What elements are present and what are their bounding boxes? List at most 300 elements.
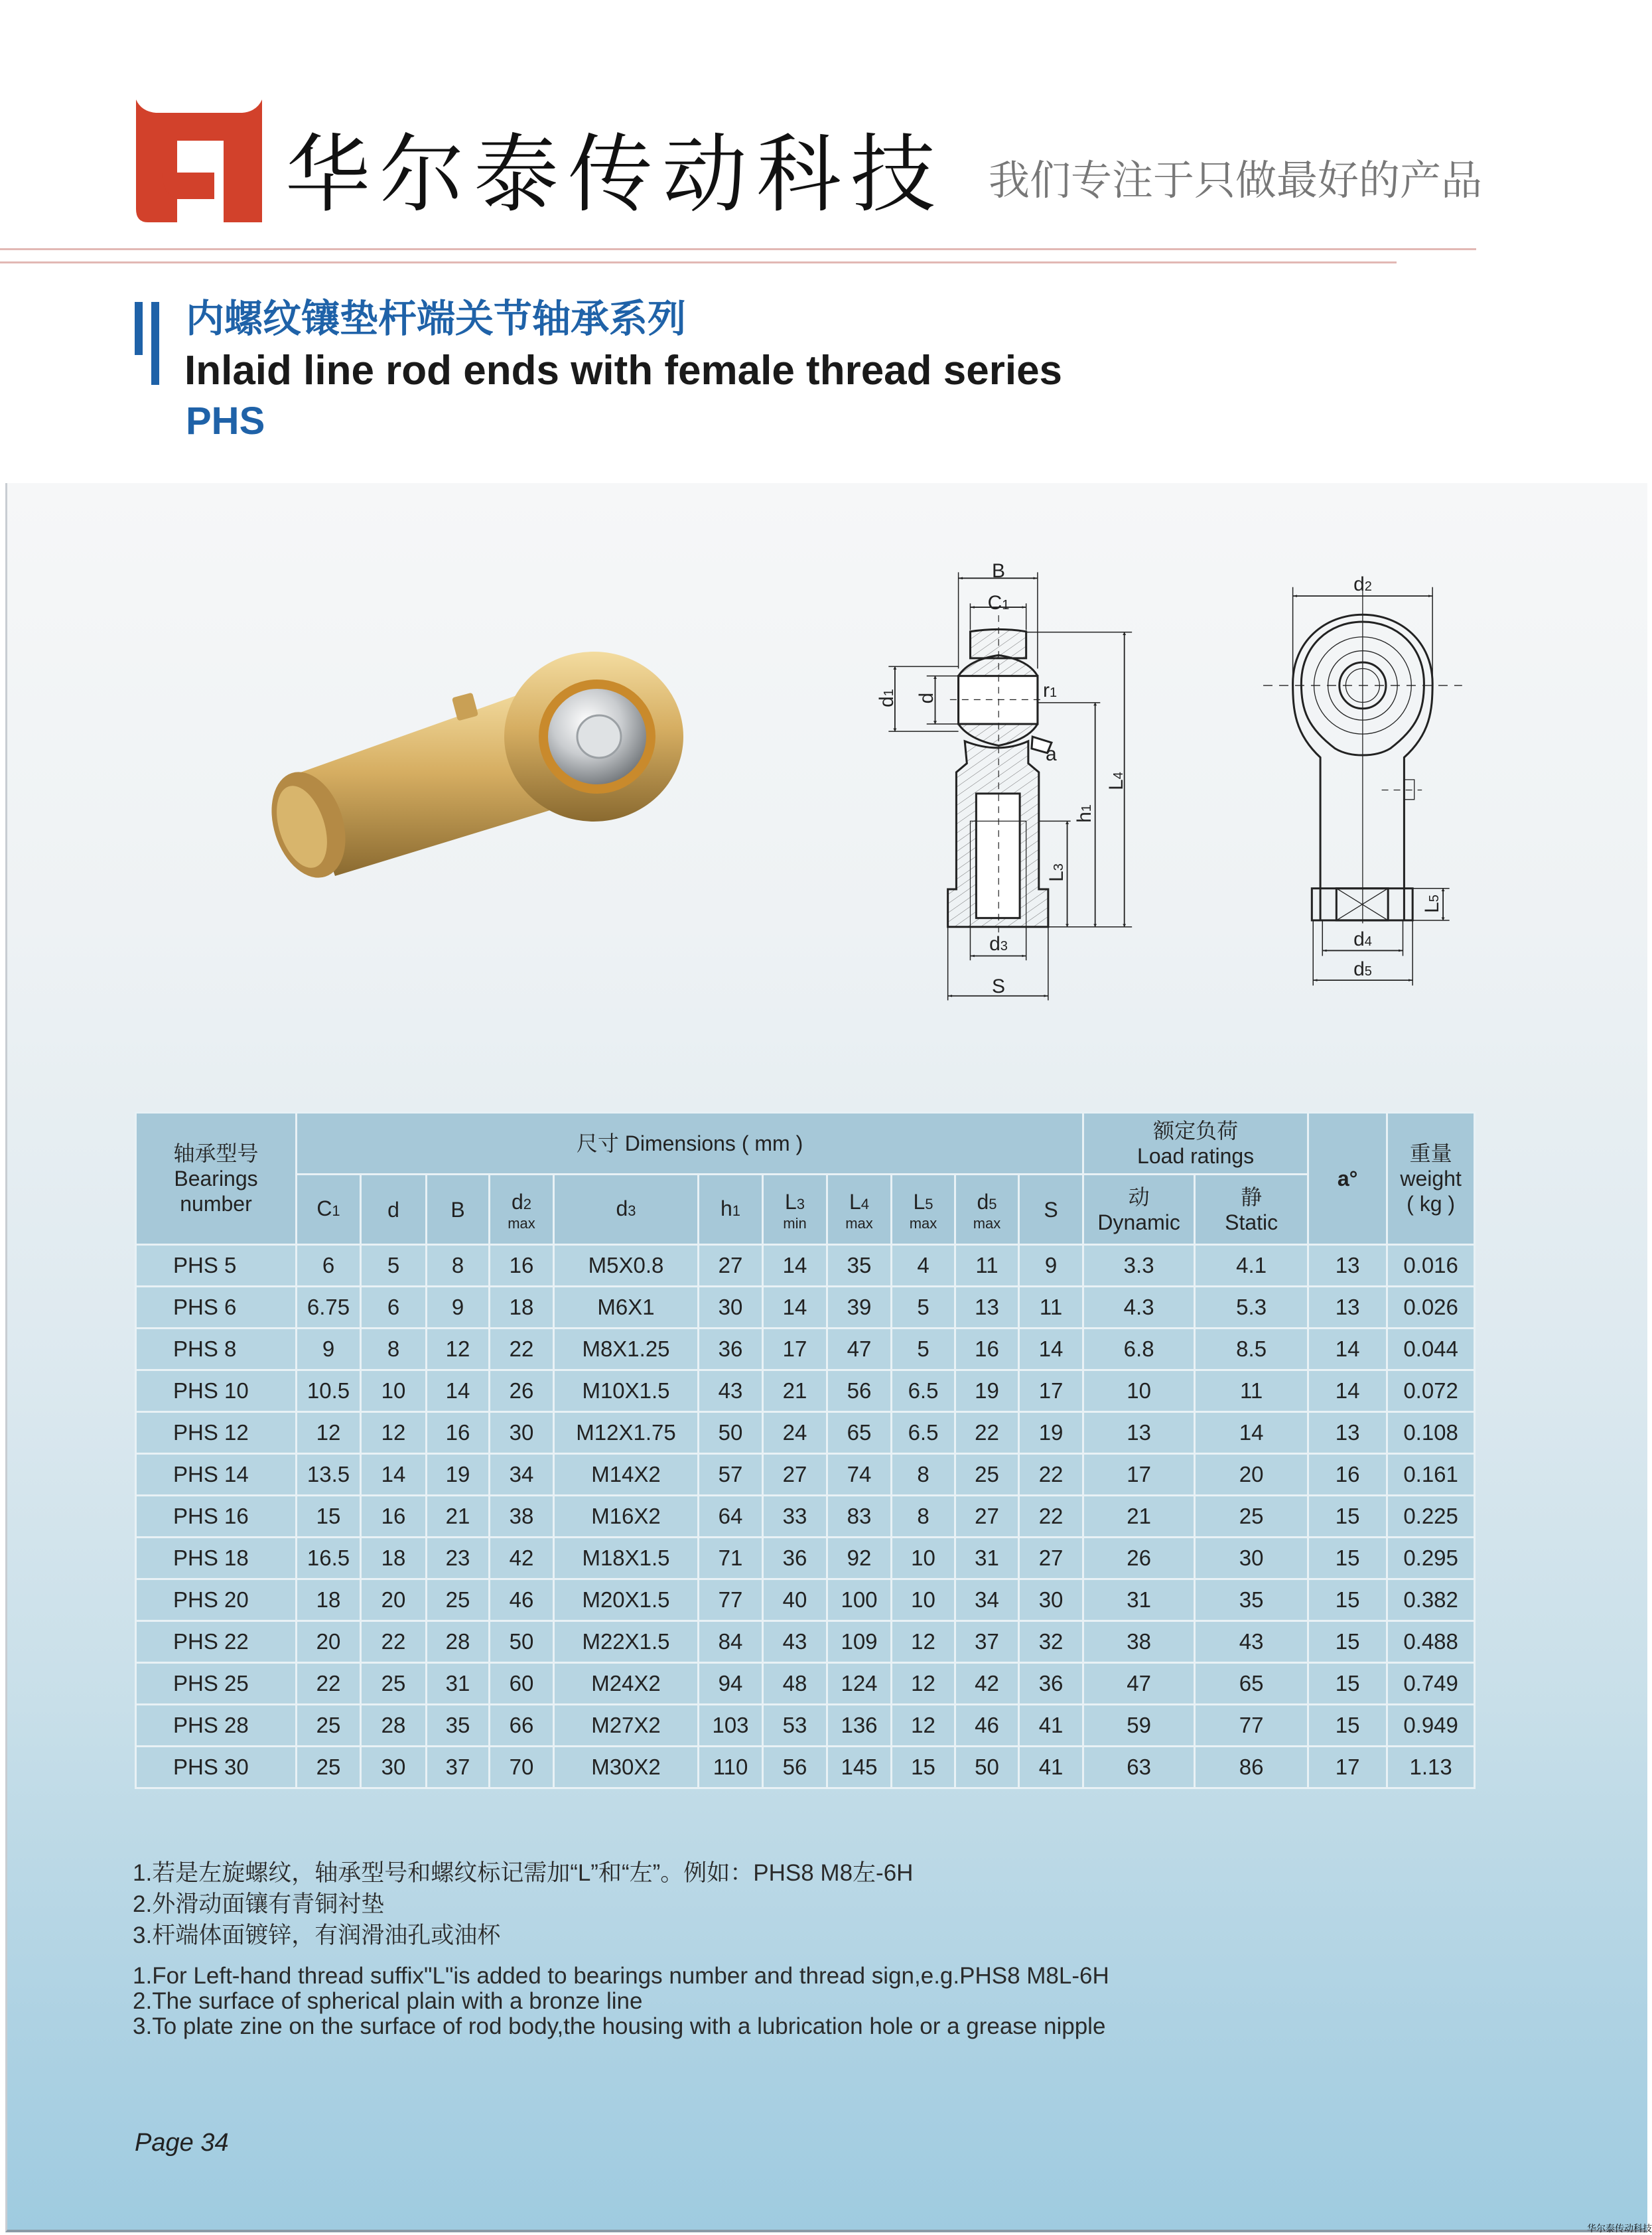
note-cn-1: 1.若是左旋螺纹，轴承型号和螺纹标记需加“L”和“左”。例如：PHS8 M8左-6H bbox=[133, 1860, 914, 1886]
header-text: Load ratings bbox=[1137, 1144, 1255, 1168]
note-cn-3: 3.杆端体面镀锌，有润滑油孔或油杯 bbox=[133, 1922, 501, 1948]
table-cell: 65 bbox=[1195, 1663, 1308, 1705]
dim-label-r1: r1 bbox=[1043, 680, 1058, 701]
header-subscript: 2 bbox=[523, 1195, 532, 1212]
table-cell: 21 bbox=[1083, 1496, 1195, 1538]
table-cell: 30 bbox=[490, 1412, 554, 1454]
table-cell: 15 bbox=[1308, 1496, 1387, 1538]
table-cell: 71 bbox=[699, 1538, 763, 1579]
table-cell: 32 bbox=[1019, 1621, 1083, 1663]
page-number: Page 34 bbox=[135, 2129, 229, 2157]
table-cell: 11 bbox=[955, 1245, 1019, 1287]
table-row bbox=[136, 1245, 1475, 1287]
table-cell: 83 bbox=[827, 1496, 892, 1538]
table-cell: 3.3 bbox=[1083, 1245, 1195, 1287]
table-cell: 19 bbox=[1019, 1412, 1083, 1454]
table-cell: 9 bbox=[1019, 1245, 1083, 1287]
table-cell: 21 bbox=[427, 1496, 490, 1538]
table-cell: 13 bbox=[955, 1287, 1019, 1329]
table-cell: 38 bbox=[490, 1496, 554, 1538]
table-cell: 53 bbox=[763, 1705, 827, 1747]
table-cell: 17 bbox=[763, 1329, 827, 1370]
dim-label-C1: C1 bbox=[987, 592, 1010, 614]
header-text: L bbox=[784, 1189, 797, 1214]
table-cell: 8 bbox=[892, 1454, 955, 1496]
table-cell: 6.5 bbox=[892, 1412, 955, 1454]
table-row bbox=[136, 1454, 1475, 1496]
note-en-3: 3.To plate zine on the surface of rod body,the housing with a lubrication hole or a grease nipple bbox=[133, 2013, 1106, 2039]
table-cell: 14 bbox=[1019, 1329, 1083, 1370]
table-cell: 22 bbox=[490, 1329, 554, 1370]
header-subscript: 1 bbox=[332, 1202, 340, 1219]
header-dim-column bbox=[955, 1175, 1019, 1245]
table-cell: 84 bbox=[699, 1621, 763, 1663]
table-cell: 4.1 bbox=[1195, 1245, 1308, 1287]
table-cell: 0.044 bbox=[1387, 1329, 1475, 1370]
table-cell: M10X1.5 bbox=[554, 1370, 699, 1412]
table-cell: M5X0.8 bbox=[554, 1245, 699, 1287]
bearing-number-cell: PHS 16 bbox=[136, 1496, 297, 1538]
table-row bbox=[136, 1538, 1475, 1579]
table-cell: 43 bbox=[699, 1370, 763, 1412]
table-cell: 27 bbox=[699, 1245, 763, 1287]
table-cell: 30 bbox=[699, 1287, 763, 1329]
table-cell: M24X2 bbox=[554, 1663, 699, 1705]
header-subscript: 5 bbox=[925, 1195, 933, 1212]
header-text: B bbox=[450, 1197, 465, 1222]
header-dimensions: 尺寸 Dimensions ( mm ) bbox=[297, 1113, 1083, 1175]
table-cell: 31 bbox=[427, 1663, 490, 1705]
header-dim-column bbox=[892, 1175, 955, 1245]
table-row bbox=[136, 1747, 1475, 1788]
header-note: max bbox=[973, 1214, 1001, 1232]
table-cell: 47 bbox=[827, 1329, 892, 1370]
table-cell: 10.5 bbox=[297, 1370, 361, 1412]
header-subscript: 4 bbox=[860, 1195, 870, 1212]
table-row bbox=[136, 1329, 1475, 1370]
table-cell: 8 bbox=[427, 1245, 490, 1287]
table-cell: 30 bbox=[1019, 1579, 1083, 1621]
table-cell: 5 bbox=[361, 1245, 427, 1287]
header-text: ( kg ) bbox=[1407, 1192, 1456, 1216]
note-cn-2: 2.外滑动面镶有青铜衬垫 bbox=[133, 1891, 385, 1917]
table-cell: 41 bbox=[1019, 1747, 1083, 1788]
table-cell: 13 bbox=[1308, 1287, 1387, 1329]
header-text: Static bbox=[1225, 1210, 1278, 1234]
table-cell: 109 bbox=[827, 1621, 892, 1663]
table-cell: 12 bbox=[361, 1412, 427, 1454]
company-name: 华尔泰传动科技 bbox=[285, 127, 945, 222]
table-cell: 13 bbox=[1308, 1412, 1387, 1454]
table-cell: 22 bbox=[1019, 1496, 1083, 1538]
table-cell: M12X1.75 bbox=[554, 1412, 699, 1454]
header-text: d bbox=[977, 1189, 989, 1214]
table-cell: 18 bbox=[297, 1579, 361, 1621]
table-cell: 34 bbox=[955, 1579, 1019, 1621]
table-cell: 10 bbox=[892, 1538, 955, 1579]
table-cell: 17 bbox=[1083, 1454, 1195, 1496]
table-cell: 25 bbox=[361, 1663, 427, 1705]
table-cell: M20X1.5 bbox=[554, 1579, 699, 1621]
header-divider bbox=[0, 248, 1476, 250]
table-cell: 14 bbox=[427, 1370, 490, 1412]
header-text: S bbox=[1044, 1197, 1058, 1222]
table-cell: 0.026 bbox=[1387, 1287, 1475, 1329]
table-cell: 16 bbox=[1308, 1454, 1387, 1496]
table-cell: 14 bbox=[1195, 1412, 1308, 1454]
table-cell: 56 bbox=[763, 1747, 827, 1788]
table-cell: 8.5 bbox=[1195, 1329, 1308, 1370]
note-en-2: 2.The surface of spherical plain with a bronze line bbox=[133, 1988, 643, 2014]
table-cell: 15 bbox=[1308, 1705, 1387, 1747]
table-cell: 5 bbox=[892, 1287, 955, 1329]
table-cell: 25 bbox=[297, 1705, 361, 1747]
table-cell: 27 bbox=[1019, 1538, 1083, 1579]
table-cell: 12 bbox=[297, 1412, 361, 1454]
table-cell: 36 bbox=[1019, 1663, 1083, 1705]
table-cell: 23 bbox=[427, 1538, 490, 1579]
table-cell: 31 bbox=[1083, 1579, 1195, 1621]
table-cell: 0.749 bbox=[1387, 1663, 1475, 1705]
table-cell: 0.295 bbox=[1387, 1538, 1475, 1579]
table-cell: 16 bbox=[490, 1245, 554, 1287]
table-cell: 9 bbox=[427, 1287, 490, 1329]
header-text: weight bbox=[1400, 1167, 1462, 1190]
table-cell: 19 bbox=[427, 1454, 490, 1496]
table-cell: 33 bbox=[763, 1496, 827, 1538]
table-cell: 0.225 bbox=[1387, 1496, 1475, 1538]
table-cell: 10 bbox=[1083, 1370, 1195, 1412]
table-cell: 103 bbox=[699, 1705, 763, 1747]
header-text: h bbox=[720, 1196, 732, 1220]
table-cell: 46 bbox=[955, 1705, 1019, 1747]
table-cell: 4.3 bbox=[1083, 1287, 1195, 1329]
table-cell: 41 bbox=[1019, 1705, 1083, 1747]
table-cell: 34 bbox=[490, 1454, 554, 1496]
bearing-number-cell: PHS 28 bbox=[136, 1705, 297, 1747]
dim-label-L4: L4 bbox=[1105, 772, 1127, 790]
table-cell: 15 bbox=[1308, 1621, 1387, 1663]
footer-watermark: 华尔泰传动科技 bbox=[1587, 2223, 1652, 2234]
dim-label-L5: L5 bbox=[1421, 895, 1443, 913]
table-cell: 124 bbox=[827, 1663, 892, 1705]
header-dim-column bbox=[699, 1175, 763, 1245]
table-cell: 13 bbox=[1083, 1412, 1195, 1454]
table-cell: 28 bbox=[427, 1621, 490, 1663]
header-text: L bbox=[913, 1189, 926, 1214]
table-cell: 15 bbox=[1308, 1663, 1387, 1705]
table-cell: 6 bbox=[297, 1245, 361, 1287]
header-dim-column bbox=[361, 1175, 427, 1245]
table-cell: M18X1.5 bbox=[554, 1538, 699, 1579]
table-cell: 30 bbox=[1195, 1538, 1308, 1579]
table-cell: 6.75 bbox=[297, 1287, 361, 1329]
title-accent-bar bbox=[151, 302, 159, 385]
table-cell: 36 bbox=[763, 1538, 827, 1579]
table-cell: 1.13 bbox=[1387, 1747, 1475, 1788]
table-cell: 94 bbox=[699, 1663, 763, 1705]
table-cell: M6X1 bbox=[554, 1287, 699, 1329]
dim-label-h1: h1 bbox=[1073, 804, 1095, 823]
bearing-number-cell: PHS 12 bbox=[136, 1412, 297, 1454]
section-title-en: Inlaid line rod ends with female thread series bbox=[184, 348, 1063, 394]
table-cell: 0.949 bbox=[1387, 1705, 1475, 1747]
table-row bbox=[136, 1621, 1475, 1663]
table-cell: M22X1.5 bbox=[554, 1621, 699, 1663]
header-dim-column bbox=[827, 1175, 892, 1245]
header-text: d bbox=[616, 1196, 628, 1220]
header-divider bbox=[0, 261, 1397, 263]
specification-table bbox=[135, 1112, 1476, 1789]
table-cell: 19 bbox=[955, 1370, 1019, 1412]
table-cell: 14 bbox=[1308, 1329, 1387, 1370]
table-cell: 60 bbox=[490, 1663, 554, 1705]
table-cell: 14 bbox=[763, 1245, 827, 1287]
header-text: 轴承型号 bbox=[173, 1141, 259, 1165]
table-cell: 30 bbox=[361, 1747, 427, 1788]
table-cell: 9 bbox=[297, 1329, 361, 1370]
header-dim-column bbox=[554, 1175, 699, 1245]
header-dynamic bbox=[1083, 1175, 1195, 1245]
table-cell: 21 bbox=[763, 1370, 827, 1412]
table-cell: 77 bbox=[699, 1579, 763, 1621]
table-cell: 22 bbox=[955, 1412, 1019, 1454]
table-cell: 11 bbox=[1195, 1370, 1308, 1412]
header-text: Dynamic bbox=[1097, 1210, 1180, 1234]
table-cell: 110 bbox=[699, 1747, 763, 1788]
header-weight bbox=[1387, 1113, 1475, 1245]
table-cell: 20 bbox=[1195, 1454, 1308, 1496]
header-text: 静 bbox=[1241, 1185, 1263, 1209]
table-cell: 86 bbox=[1195, 1747, 1308, 1788]
header-text: number bbox=[180, 1192, 252, 1216]
table-cell: 16 bbox=[361, 1496, 427, 1538]
table-cell: 0.488 bbox=[1387, 1621, 1475, 1663]
table-cell: 47 bbox=[1083, 1663, 1195, 1705]
table-cell: M30X2 bbox=[554, 1747, 699, 1788]
bearing-number-cell: PHS 25 bbox=[136, 1663, 297, 1705]
table-cell: 14 bbox=[361, 1454, 427, 1496]
table-cell: 42 bbox=[490, 1538, 554, 1579]
header-subscript: 3 bbox=[796, 1195, 805, 1212]
note-en-1: 1.For Left-hand thread suffix"L"is added to bearings number and thread sign,e.g.PHS8 M8L-6H bbox=[133, 1963, 1109, 1989]
table-cell: 31 bbox=[955, 1538, 1019, 1579]
header-text: 动 bbox=[1128, 1185, 1150, 1209]
header-dim-column bbox=[1019, 1175, 1083, 1245]
table-cell: 43 bbox=[1195, 1621, 1308, 1663]
table-cell: 14 bbox=[763, 1287, 827, 1329]
company-slogan: 我们专注于只做最好的产品 bbox=[989, 158, 1483, 204]
table-cell: 37 bbox=[427, 1747, 490, 1788]
header-bearing-number bbox=[136, 1113, 297, 1245]
table-cell: 0.382 bbox=[1387, 1579, 1475, 1621]
table-cell: 6 bbox=[361, 1287, 427, 1329]
table-cell: 42 bbox=[955, 1663, 1019, 1705]
table-cell: 39 bbox=[827, 1287, 892, 1329]
table-cell: 25 bbox=[955, 1454, 1019, 1496]
header-angle: a° bbox=[1308, 1113, 1387, 1245]
table-cell: 20 bbox=[297, 1621, 361, 1663]
front-view bbox=[1263, 587, 1462, 985]
table-cell: 5.3 bbox=[1195, 1287, 1308, 1329]
table-cell: 27 bbox=[763, 1454, 827, 1496]
table-cell: 74 bbox=[827, 1454, 892, 1496]
table-cell: 57 bbox=[699, 1454, 763, 1496]
table-cell: 6.5 bbox=[892, 1370, 955, 1412]
dim-label-L3: L3 bbox=[1046, 863, 1067, 882]
dim-label-d: d bbox=[916, 692, 937, 704]
table-cell: 38 bbox=[1083, 1621, 1195, 1663]
table-cell: 40 bbox=[763, 1579, 827, 1621]
bearing-number-cell: PHS 30 bbox=[136, 1747, 297, 1788]
table-cell: 11 bbox=[1019, 1287, 1083, 1329]
table-cell: 24 bbox=[763, 1412, 827, 1454]
table-cell: 22 bbox=[1019, 1454, 1083, 1496]
table-cell: 27 bbox=[955, 1496, 1019, 1538]
dim-label-d4: d4 bbox=[1353, 928, 1372, 950]
header-dim-column bbox=[763, 1175, 827, 1245]
table-cell: 8 bbox=[361, 1329, 427, 1370]
table-cell: 26 bbox=[490, 1370, 554, 1412]
table-cell: 100 bbox=[827, 1579, 892, 1621]
table-cell: 12 bbox=[892, 1705, 955, 1747]
table-cell: 17 bbox=[1019, 1370, 1083, 1412]
header-note: max bbox=[909, 1214, 937, 1232]
table-cell: 14 bbox=[1308, 1370, 1387, 1412]
table-cell: 15 bbox=[1308, 1579, 1387, 1621]
table-cell: 77 bbox=[1195, 1705, 1308, 1747]
side-view bbox=[888, 572, 1132, 1000]
table-cell: 0.108 bbox=[1387, 1412, 1475, 1454]
table-cell: 0.161 bbox=[1387, 1454, 1475, 1496]
table-row bbox=[136, 1496, 1475, 1538]
header-subscript: 5 bbox=[989, 1195, 997, 1212]
section-title-cn: 内螺纹镶垫杆端关节轴承系列 bbox=[186, 297, 687, 340]
table-cell: 35 bbox=[427, 1705, 490, 1747]
table-row bbox=[136, 1579, 1475, 1621]
dim-label-d1: d1 bbox=[876, 689, 898, 707]
table-cell: M27X2 bbox=[554, 1705, 699, 1747]
table-cell: 8 bbox=[892, 1496, 955, 1538]
dim-label-d2: d2 bbox=[1353, 573, 1372, 595]
table-cell: 0.016 bbox=[1387, 1245, 1475, 1287]
table-cell: M8X1.25 bbox=[554, 1329, 699, 1370]
header-load-ratings bbox=[1083, 1113, 1308, 1175]
table-cell: 36 bbox=[699, 1329, 763, 1370]
table-cell: 15 bbox=[892, 1747, 955, 1788]
table-cell: 37 bbox=[955, 1621, 1019, 1663]
table-cell: M14X2 bbox=[554, 1454, 699, 1496]
header-note: min bbox=[783, 1214, 807, 1232]
table-cell: 6.8 bbox=[1083, 1329, 1195, 1370]
title-accent-bar bbox=[135, 302, 143, 355]
table-cell: 145 bbox=[827, 1747, 892, 1788]
table-cell: 4 bbox=[892, 1245, 955, 1287]
header-dim-column bbox=[427, 1175, 490, 1245]
table-cell: 13 bbox=[1308, 1245, 1387, 1287]
table-cell: M16X2 bbox=[554, 1496, 699, 1538]
bearing-number-cell: PHS 18 bbox=[136, 1538, 297, 1579]
header-text: L bbox=[849, 1189, 861, 1214]
header-subscript: 1 bbox=[732, 1202, 741, 1219]
table-cell: 50 bbox=[490, 1621, 554, 1663]
table-cell: 18 bbox=[361, 1538, 427, 1579]
header-dim-column bbox=[297, 1175, 361, 1245]
table-cell: 12 bbox=[427, 1329, 490, 1370]
dim-label-a: a bbox=[1046, 743, 1057, 765]
table-cell: 16 bbox=[427, 1412, 490, 1454]
table-cell: 20 bbox=[361, 1579, 427, 1621]
table-row bbox=[136, 1663, 1475, 1705]
header-text: 额定负荷 bbox=[1153, 1119, 1239, 1143]
table-cell: 16.5 bbox=[297, 1538, 361, 1579]
table-cell: 65 bbox=[827, 1412, 892, 1454]
table-cell: 92 bbox=[827, 1538, 892, 1579]
header-note: max bbox=[508, 1214, 535, 1232]
table-cell: 12 bbox=[892, 1621, 955, 1663]
table-cell: 63 bbox=[1083, 1747, 1195, 1788]
table-row bbox=[136, 1412, 1475, 1454]
table-cell: 25 bbox=[427, 1579, 490, 1621]
bearing-number-cell: PHS 8 bbox=[136, 1329, 297, 1370]
table-cell: 50 bbox=[699, 1412, 763, 1454]
table-cell: 17 bbox=[1308, 1747, 1387, 1788]
table-cell: 46 bbox=[490, 1579, 554, 1621]
header-text: C bbox=[316, 1196, 332, 1220]
header-text: d bbox=[511, 1189, 523, 1214]
table-cell: 25 bbox=[297, 1747, 361, 1788]
dim-label-d5: d5 bbox=[1353, 958, 1372, 980]
table-cell: 12 bbox=[892, 1663, 955, 1705]
header-text: Bearings bbox=[174, 1167, 258, 1190]
table-cell: 0.072 bbox=[1387, 1370, 1475, 1412]
technical-drawing bbox=[829, 544, 1493, 1009]
dim-label-S: S bbox=[991, 975, 1006, 997]
table-cell: 56 bbox=[827, 1370, 892, 1412]
table-cell: 64 bbox=[699, 1496, 763, 1538]
table-cell: 26 bbox=[1083, 1538, 1195, 1579]
header-text: 重量 bbox=[1409, 1141, 1452, 1165]
bearing-number-cell: PHS 14 bbox=[136, 1454, 297, 1496]
table-cell: 13.5 bbox=[297, 1454, 361, 1496]
table-cell: 43 bbox=[763, 1621, 827, 1663]
table-cell: 16 bbox=[955, 1329, 1019, 1370]
table-row bbox=[136, 1287, 1475, 1329]
bearing-number-cell: PHS 10 bbox=[136, 1370, 297, 1412]
table-cell: 22 bbox=[361, 1621, 427, 1663]
table-cell: 15 bbox=[1308, 1538, 1387, 1579]
header-subscript: 3 bbox=[628, 1202, 636, 1219]
table-cell: 5 bbox=[892, 1329, 955, 1370]
table-cell: 50 bbox=[955, 1747, 1019, 1788]
table-cell: 28 bbox=[361, 1705, 427, 1747]
dim-label-d3: d3 bbox=[989, 933, 1008, 955]
table-cell: 35 bbox=[1195, 1579, 1308, 1621]
table-cell: 25 bbox=[1195, 1496, 1308, 1538]
table-cell: 22 bbox=[297, 1663, 361, 1705]
header-text: d bbox=[387, 1197, 399, 1222]
header-static bbox=[1195, 1175, 1308, 1245]
bearing-number-cell: PHS 5 bbox=[136, 1245, 297, 1287]
bearing-number-cell: PHS 6 bbox=[136, 1287, 297, 1329]
table-cell: 10 bbox=[361, 1370, 427, 1412]
table-row bbox=[136, 1370, 1475, 1412]
company-logo bbox=[136, 100, 262, 222]
bearing-number-cell: PHS 20 bbox=[136, 1579, 297, 1621]
table-cell: 70 bbox=[490, 1747, 554, 1788]
table-cell: 18 bbox=[490, 1287, 554, 1329]
series-code: PHS bbox=[186, 399, 265, 443]
